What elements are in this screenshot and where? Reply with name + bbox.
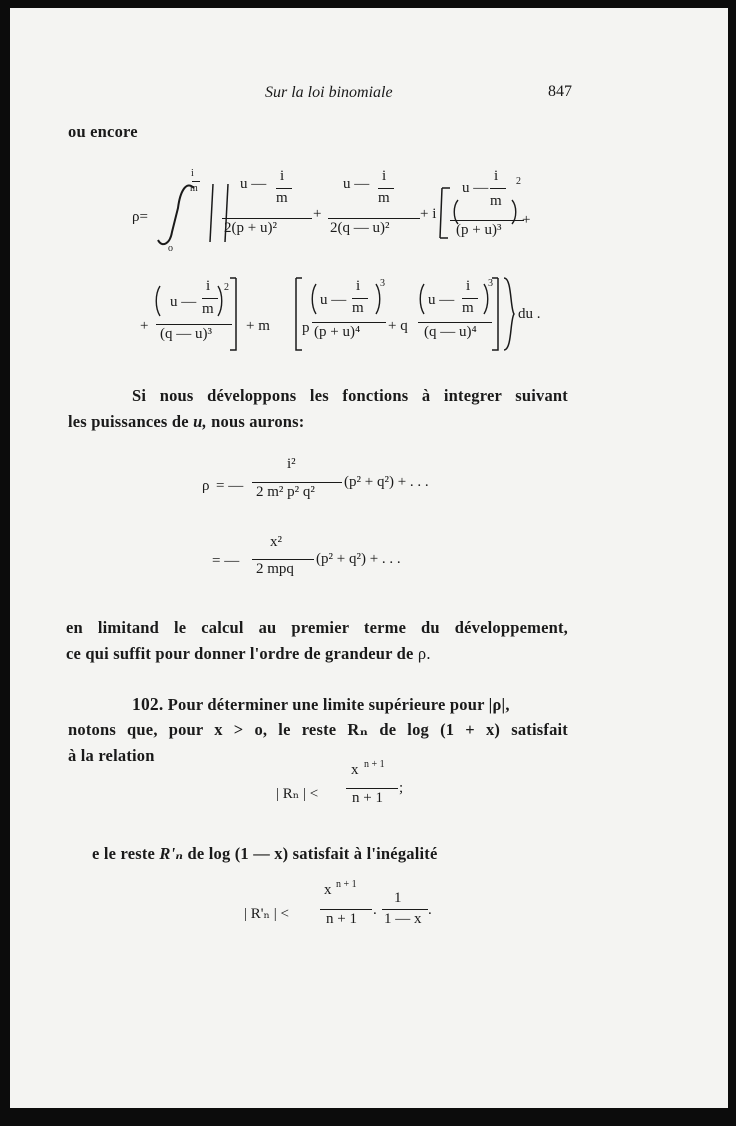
para3-pre: e le reste	[92, 844, 156, 863]
f6-num2: 1	[394, 890, 402, 906]
f5-num-exp: n + 1	[364, 759, 385, 770]
g1-num-m: m	[202, 301, 214, 317]
g1-den: (q — u)³	[160, 326, 212, 342]
plus-m: + m	[246, 318, 270, 334]
section-number: 102.	[132, 694, 164, 714]
para1-line1: Si nous développons les fonctions à integrer suivant	[132, 386, 568, 405]
g1-exp: 2	[224, 282, 229, 293]
equals: =	[139, 209, 148, 225]
f1-den: 2(p + u)²	[224, 220, 277, 236]
f6-den2: 1 — x	[384, 911, 422, 927]
f3-num-m: m	[490, 193, 502, 209]
intro-text: ou encore	[68, 122, 138, 141]
f6-lhs: | R'ₙ | <	[244, 906, 289, 922]
page	[10, 8, 728, 1108]
f2-num-i: i	[382, 168, 387, 184]
g3-num-u: u —	[428, 292, 455, 308]
para1-line2	[68, 412, 304, 432]
f4-lhs: = —	[212, 553, 240, 569]
f3-rho: ρ	[202, 478, 210, 494]
f5-tail: ;	[399, 780, 404, 796]
f2-den: 2(q — u)²	[330, 220, 390, 236]
plus-1: +	[313, 206, 322, 222]
f3-den: (p + u)³	[456, 222, 502, 238]
f2-num-u: u —	[343, 176, 370, 192]
section-102-line2: notons que, pour x > o, le reste Rₙ de log (1 + x) satisfait	[68, 720, 568, 739]
g2-num-i: i	[356, 278, 361, 294]
f5-lhs: | Rₙ | <	[276, 786, 319, 802]
du: du .	[518, 306, 541, 322]
g3-den: (q — u)⁴	[424, 324, 477, 340]
para3-r: R'ₙ	[159, 844, 184, 863]
f6-dot: .	[373, 902, 377, 918]
para1-line2-post: nous aurons:	[211, 412, 305, 431]
f6-num: x	[324, 882, 332, 898]
plus-i: + i	[420, 206, 437, 222]
f3-num-u: u —	[462, 180, 489, 196]
section-102-line3: à la relation	[68, 746, 155, 765]
para3-post: de log (1 — x) satisfait à l'inégalité	[187, 844, 438, 863]
f4-num: x²	[270, 534, 282, 550]
g1-num-i: i	[206, 278, 211, 294]
f1-num-i: i	[280, 168, 285, 184]
running-header-title: Sur la loi binomiale	[265, 84, 393, 101]
g2-den: (p + u)⁴	[314, 324, 361, 340]
g2-exp: 3	[380, 278, 385, 289]
page-number: 847	[548, 83, 572, 100]
rho-symbol: ρ	[132, 209, 140, 225]
f5-den: n + 1	[352, 790, 383, 806]
para3-line	[92, 844, 438, 864]
upper-limit-m: m	[190, 183, 198, 194]
p-coef: p	[302, 320, 310, 336]
trail-plus: +	[522, 212, 531, 228]
upper-limit-i: i	[191, 168, 194, 179]
para2-line1: en limitand le calcul au premier terme du développement,	[66, 618, 568, 637]
f4-den: 2 mpq	[256, 561, 294, 577]
g3-exp: 3	[488, 278, 493, 289]
f1-num-u: u —	[240, 176, 267, 192]
f4-tail: (p² + q²) + . . .	[316, 551, 401, 567]
g1-num-u: u —	[170, 294, 197, 310]
f6-num-exp: n + 1	[336, 879, 357, 890]
f6-den: n + 1	[326, 911, 357, 927]
f3-tail: (p² + q²) + . . .	[344, 474, 429, 490]
para1-line2-u: u,	[193, 412, 207, 431]
lower-limit: o	[168, 243, 173, 254]
para2-line2	[66, 644, 431, 664]
lead-plus: +	[140, 318, 149, 334]
f3-num-i: i	[494, 168, 499, 184]
g3-num-m: m	[462, 300, 474, 316]
g3-num-i: i	[466, 278, 471, 294]
g2-num-u: u —	[320, 292, 347, 308]
f5-num: x	[351, 762, 359, 778]
f6-tail: .	[428, 902, 432, 918]
plus-q: + q	[388, 318, 408, 334]
para1-line2-pre: les puissances de	[68, 412, 189, 431]
f3-lhs: = —	[216, 478, 244, 494]
f3-num: i²	[287, 456, 296, 472]
section-line1-text: Pour déterminer une limite supérieure pour |ρ|,	[167, 695, 510, 714]
para2-line2-rho: ρ.	[417, 644, 431, 663]
f2-num-m: m	[378, 190, 390, 206]
g2-num-m: m	[352, 300, 364, 316]
section-102-line1	[132, 694, 568, 715]
f3-exp: 2	[516, 176, 521, 187]
para2-line2-pre: ce qui suffit pour donner l'ordre de grandeur de	[66, 644, 414, 663]
f1-num-m: m	[276, 190, 288, 206]
f3-den: 2 m² p² q²	[256, 484, 315, 500]
